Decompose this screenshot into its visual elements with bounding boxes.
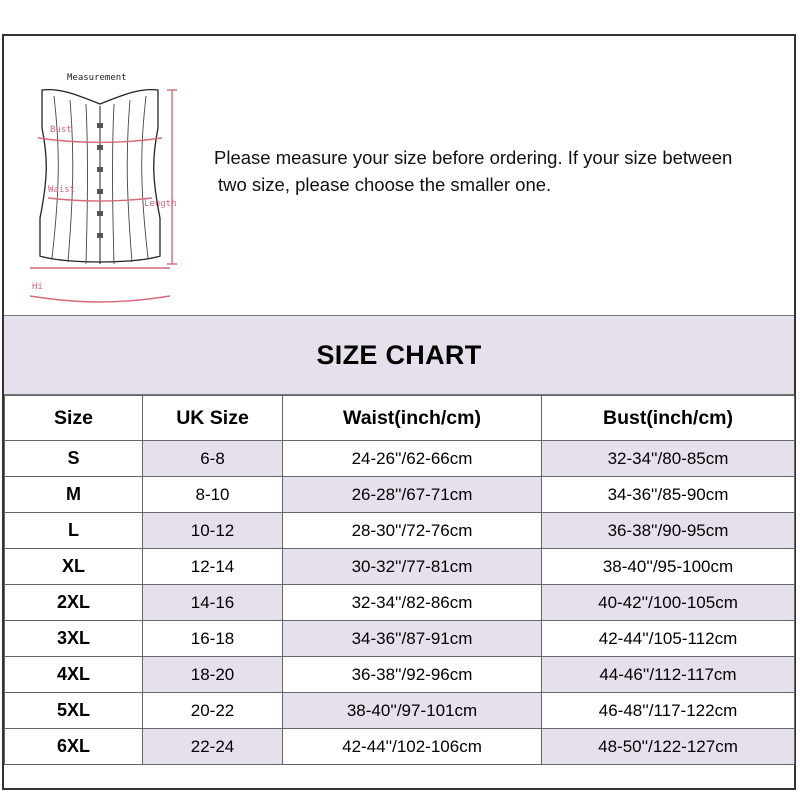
bust-cell: 40-42''/100-105cm [542,585,795,621]
header-size: Size [5,396,143,441]
waist-cell: 36-38''/92-96cm [283,657,542,693]
waist-cell: 32-34''/82-86cm [283,585,542,621]
uk-size-cell: 20-22 [143,693,283,729]
diagram-title: Measurement [67,73,127,83]
waist-cell: 38-40''/97-101cm [283,693,542,729]
table-row [5,621,795,657]
waist-cell: 24-26''/62-66cm [283,441,542,477]
size-cell: 6XL [5,729,143,765]
table-row [5,729,795,765]
uk-size-cell: 10-12 [143,513,283,549]
size-cell: 2XL [5,585,143,621]
waist-cell: 42-44''/102-106cm [283,729,542,765]
waist-cell: 26-28''/67-71cm [283,477,542,513]
bust-cell: 48-50''/122-127cm [542,729,795,765]
instruction-line-2: two size, please choose the smaller one. [218,174,552,195]
bust-cell: 38-40''/95-100cm [542,549,795,585]
waist-cell: 30-32''/77-81cm [283,549,542,585]
corset-measurement-diagram [20,68,190,292]
size-guide-frame [2,34,796,790]
uk-size-cell: 6-8 [143,441,283,477]
hip-line [30,296,170,302]
size-chart-table [4,395,795,765]
bust-label: Bust [50,125,72,135]
waist-cell: 28-30''/72-76cm [283,513,542,549]
table-row [5,693,795,729]
header-waist: Waist(inch/cm) [283,396,542,441]
size-chart-title: SIZE CHART [316,339,482,370]
table-row [5,549,795,585]
bust-cell: 36-38''/90-95cm [542,513,795,549]
size-chart-header [4,315,794,395]
bust-cell: 34-36''/85-90cm [542,477,795,513]
size-cell: 3XL [5,621,143,657]
size-cell: S [5,441,143,477]
size-cell: L [5,513,143,549]
size-cell: 4XL [5,657,143,693]
uk-size-cell: 22-24 [143,729,283,765]
waist-cell: 34-36''/87-91cm [283,621,542,657]
bust-cell: 44-46''/112-117cm [542,657,795,693]
table-header-row [5,396,795,441]
table-row [5,657,795,693]
bust-cell: 46-48''/117-122cm [542,693,795,729]
length-label: Length [144,199,177,209]
uk-size-cell: 16-18 [143,621,283,657]
table-row [5,441,795,477]
intro-panel [4,36,794,315]
uk-size-cell: 14-16 [143,585,283,621]
header-uk-size: UK Size [143,396,283,441]
table-row [5,477,795,513]
uk-size-cell: 12-14 [143,549,283,585]
header-bust: Bust(inch/cm) [542,396,795,441]
measure-instructions [214,144,794,198]
size-cell: XL [5,549,143,585]
bust-cell: 42-44''/105-112cm [542,621,795,657]
uk-size-cell: 8-10 [143,477,283,513]
uk-size-cell: 18-20 [143,657,283,693]
bust-cell: 32-34''/80-85cm [542,441,795,477]
size-cell: M [5,477,143,513]
size-cell: 5XL [5,693,143,729]
table-row [5,585,795,621]
instruction-line-1: Please measure your size before ordering. If your size between [214,147,733,168]
waist-label: Waist [48,185,76,195]
table-row [5,513,795,549]
hip-label: Hi [32,282,43,292]
